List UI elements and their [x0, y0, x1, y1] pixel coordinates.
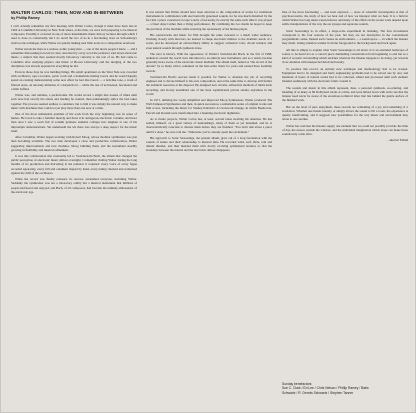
paragraph: Walter struck me then as a serious, polite young man — one of the nicest people I knew — and I remember him leaning forward in class, absorbed by every word the professor said about electronic music, a subject that then seemed mostly laboratory curiosity to the rest of us. He had come to Columbia after studying physics and music at Brown University, and the merging of the two disciplines was already apparent in everything he did.: [11, 47, 137, 68]
paragraph: It was natural that Walter should have been attracted to the composition of works for traditional instruments in combination with electronically generated sounds, for he was much disturbed by the fact that a piece conceived on tape would, of necessity, be exactly the same each time it was played — a fixed object rather than a living performance. By combining the two media he hoped to keep the precision of the machine while restoring the spontaneity of the human player.: [146, 10, 272, 31]
paragraph: Sonic Seasonings is, in effect, a large-scale experiment in listening. The four movements correspond to the four seasons of the year, but they are not descriptive in the conventional programmatic sense. Instead each creates an environment — a sound-space — in which the listener may dwell, letting attention wander from the foreground to the background and back again.: [282, 28, 408, 46]
column-3: [282, 10, 408, 356]
column-1: [11, 10, 137, 408]
paragraph: All this is simply to explain what Sonic Seasonings is all about. It is an extended landscape of sound, to be heard not as a concert piece demanding concentration from beginning to end but as a kind of acoustic surrounding which enriches whatever the listener happens to be doing, yet rewards close attention with unexpected detail and beauty.: [282, 47, 408, 65]
paragraph: Walter has said that the listener supply one element that we could not possibly provide: the time of day, the season outside the window, and the individual imagination which alone can make these sounds truly come alive.: [282, 123, 408, 136]
credits-block: [282, 382, 412, 395]
article-title: WALTER CARLOS: THEN, NOW AND IN-BETWEEN: [11, 10, 124, 15]
column-2: [146, 10, 272, 408]
paragraph: His approach to Sonic Seasonings, the present album, grew out of a long fascination with the sounds of nature and their relationship to musical time. He recorded wind, surf, birds, rain and distant thunder, and then blended them with slowly evolving synthesized textures so that the boundary between the natural and the electronic almost disappears.: [146, 136, 272, 153]
paragraph: To produce this record, an entirely new technique and methodology had to be created. Equipment had to be designed and built; engineering problems had to be solved one by one; and hundreds of hours of natural sound had to be collected, edited and processed until each element blended seamlessly with the electronic fabric around it.: [282, 66, 408, 84]
paragraph: Switched-On Bach's success made it possible for Walter to abandon the job of recording engineer and to devote himself to his own composition, and at the same time to develop still further the technical resources at his disposal. He designed new circuits, refined his methods of multi-track recording, and slowly assembled one of the most sophisticated private studios anywhere in the world.: [146, 75, 272, 96]
paragraph: Even in those days he was building things. His small apartment on the West Side was crowded with oscillators, tape recorders, patch cords and a homemade mixing board, and he would happily spend an evening demonstrating some new effect he had discovered — a bell-like tone, a wash of filtered noise, an uncanny imitation of a harpsichord — while the rest of us listened, fascinated and a little baffled.: [11, 70, 137, 91]
paragraph: It was this collaboration that eventually led to Switched-On Bach, the album that changed the public perception of electronic music almost overnight. I remember visiting Walter during the long months of its production and marveling at the patience it required: every voice of every fugue recorded separately, every trill and ornament shaped by hand, every tuning checked and rechecked against the drift of the oscillators.: [11, 154, 137, 175]
credits-names: Schwartz / R. Dennis Schwartz / Stephen Tanner: [282, 390, 354, 395]
paragraph: But on the level of pure enjoyment, these records are something of a joy and something of a revelation. Whether one listens intently or simply allows the sound to fill a room, the experience is quietly transforming, and it suggests new possibilities for the way music and environment may relate to one another.: [282, 104, 408, 122]
paragraph: One of the most fascinating — and least explored — areas of scientific investigation is that of psychoacoustics, the study of how we hear and of how we interpret what we hear. It is a field in which Walter has long taken a keen interest, and many of the effects in his recent work depend upon subtle manipulations of the way the ear groups and separates sounds.: [282, 10, 408, 27]
paragraph: After Columbia, Walter began working with Robert Moog, whose modular synthesizer was just then becoming available. The two men developed a close and productive collaboration, Walter suggesting improvements and new modules, Moog building them, and the instrument steadily growing in flexibility and musical refinement.: [11, 135, 137, 152]
credits-heading: Sunday benefactors:: [282, 382, 313, 386]
paragraph: In 1971, utilizing the vastly simplified and improved Moog Synthesizer, Walter produced The Well-Tempered Synthesizer and then, in quick succession, a remarkable series of original works and film scores, including the music for Stanley Kubrick's A Clockwork Orange, in which Beethoven, Purcell and Rossini were transformed into a haunting electronic nightmare.: [146, 98, 272, 115]
paragraph: The sounds and music in this album represent, then, a personal synthesis, re-ordering, and blending of as many as 96 Dolbyized tracks at a time, and were mixed down with such care that the listener need never be aware of the enormous technical labor that lies behind the gentle surface of the finished work.: [282, 85, 408, 103]
author-signature: —Rachel Elkind: [387, 138, 408, 143]
paragraph: His sound-tracks and music for film brought the same concerns to a much wider audience. Working closely with directors, he learned to shape electronic timbres to the dramatic needs of a scene, and he developed an extraordinary ability to suggest orchestral color, choral textures and even natural sounds through synthesis alone.: [146, 33, 272, 50]
article-byline: by Phillip Ramey: [11, 16, 40, 20]
paragraph: As to future projects, Walter Carlos has, at least, several ideas awaiting his attention. He has settled, himself, on a great variety of undertakings, many of them as yet unnamed, and he is characteristically reluctant to discuss them before they are finished. "You don't talk about a piece until it's done," he once told me. "Otherwise you've already spent the excitement.": [146, 117, 272, 134]
paragraph: The next is history. With the appearance of Walter's Switched-On Bach, in the fall of 1968, audiences around the world were introduced to an entirely new instrument, and as a result, became generally more aware of the electronic music medium. The album itself, hailed as "the record of the decade" by so many critics, remained on the best-seller charts for years and earned three Grammy awards.: [146, 52, 272, 73]
paragraph: When the record was finally released, its success astonished everyone, including Walter. Suddenly the synthesizer was not a laboratory oddity but a musical instrument that millions of people had heard and enjoyed, and Bach, of all composers, had become the unlikely ambassador of the electronic age.: [11, 177, 137, 194]
paragraph: I can't actually remember my first meeting with Walter Carlos, though it must have been late in 1962 at Columbia University in New York where, at the time, we were both preparing to be musical composers. Possibly it occurred in one of those interminable music history lectures through which I used to doze so contentedly, but I do recall the two of us in a fascinating class on Schoenberg's twelve-tone technique, while Walter sat quietly making neat little notes in a composition notebook.: [11, 24, 137, 45]
paragraph: Walter was, and remains, a perfectionist. He would record a single line dozens of times until each note had exactly the attack and shading he wanted, then painstakingly splice the best takes together. The process seemed endless to outsiders, but to him it was simply the natural way to make music with machines that could not yet play more than one note at a time.: [11, 93, 137, 110]
paragraph: One of the most remarkable qualities of his work from the very beginning was its sense of humor. He loved to take a familiar melody and dress it in outrageous electronic costume, and more than once I saw a room full of solemn graduate students collapse into laughter at one of his impromptu demonstrations. Yet underneath the wit there was always a deep respect for the music itself.: [11, 112, 137, 133]
credits-names: Sue C. Clark / Ed Lee / Chris Nelson / Phillip Ramey / Babs: [282, 386, 369, 391]
